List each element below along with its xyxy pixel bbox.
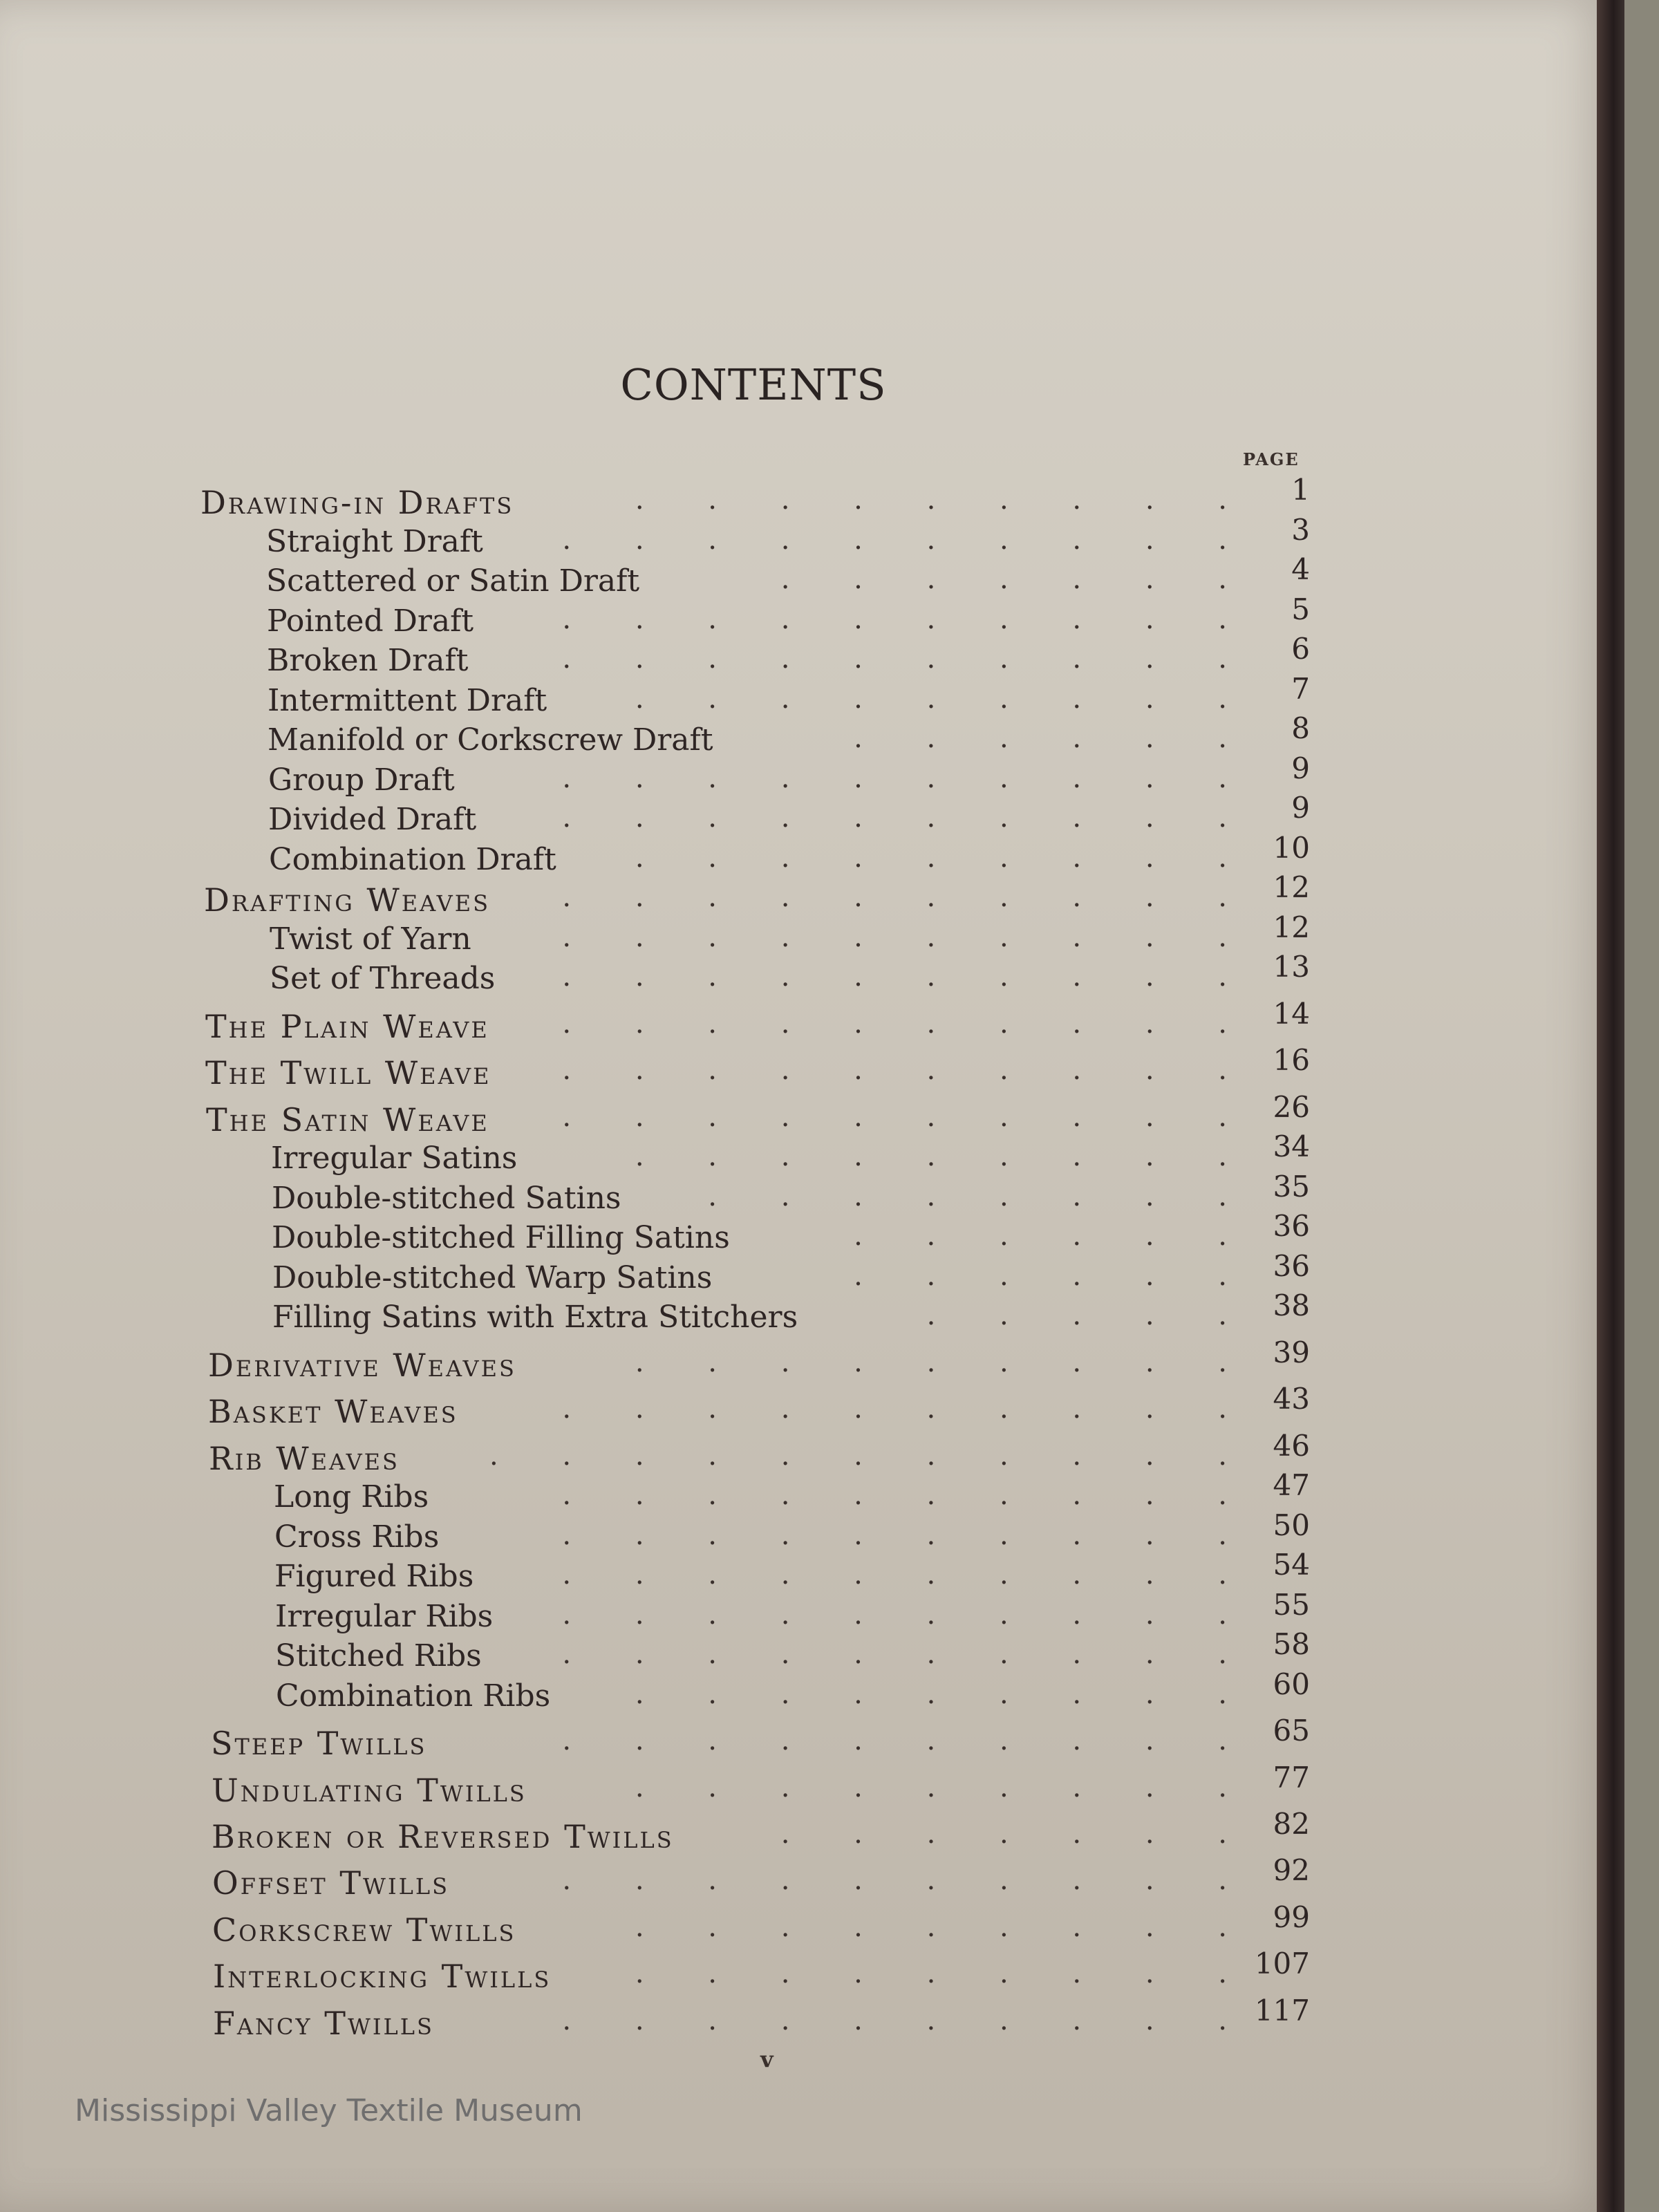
toc-section-title: Steep Twills [211, 1725, 427, 1762]
toc-page-number: 9 [1291, 751, 1310, 785]
toc-subsection-title: Straight Draft [266, 524, 483, 559]
toc-subsection-title: Figured Ribs [274, 1559, 474, 1594]
toc-entry [267, 592, 1310, 642]
leader-dots: . . . . . . . . . [635, 1772, 1227, 1803]
toc-page-number: 117 [1254, 1994, 1310, 2027]
leader-dots: . . . . . . . . . [635, 1141, 1227, 1172]
toc-entry [274, 1468, 1310, 1518]
toc-section-title: The Twill Weave [205, 1054, 491, 1091]
leader-dots: . . . . . . . . . . [562, 921, 1227, 953]
toc-page-number: 36 [1273, 1249, 1310, 1283]
toc-subsection-title: Filling Satins with Extra Stitchers [272, 1300, 798, 1335]
toc-entry [209, 1429, 1310, 1479]
toc-entry [266, 552, 1310, 602]
toc-entry [275, 1627, 1310, 1677]
toc-entry [208, 1382, 1310, 1432]
toc-subsection-title: Stitched Ribs [275, 1638, 482, 1674]
toc-page-number: 107 [1254, 1947, 1310, 1980]
toc-page-number: 99 [1273, 1900, 1310, 1934]
toc-entry [205, 1043, 1310, 1093]
toc-page-number: 4 [1291, 552, 1310, 586]
toc-section-title: Drafting Weaves [204, 881, 491, 919]
toc-subsection-title: Intermittent Draft [268, 683, 547, 718]
toc-subsection-title: Irregular Ribs [275, 1599, 494, 1634]
toc-subsection-title: Manifold or Corkscrew Draft [268, 722, 713, 758]
toc-section-title: Undulating Twills [212, 1772, 527, 1809]
toc-page-number: 65 [1273, 1714, 1310, 1747]
toc-entry [266, 513, 1310, 563]
toc-page-number: 36 [1273, 1209, 1310, 1243]
leader-dots: . . . . . . . . . [635, 1347, 1227, 1378]
toc-section-title: Basket Weaves [208, 1393, 458, 1430]
toc-entry [208, 1335, 1310, 1385]
background-cloth [1624, 0, 1659, 2212]
toc-entry [272, 1249, 1310, 1299]
toc-page-number: 16 [1273, 1043, 1310, 1077]
toc-subsection-title: Set of Threads [270, 961, 496, 996]
toc-section-title: The Plain Weave [205, 1008, 489, 1045]
leader-dots: . . . . . . . . . . [562, 1008, 1227, 1040]
leader-dots: . . . . . . [854, 1260, 1227, 1292]
toc-subsection-title: Pointed Draft [267, 603, 474, 639]
toc-entry [274, 1508, 1310, 1558]
leader-dots: . . . . . . . . . . [562, 643, 1227, 675]
toc-entry [274, 1548, 1310, 1597]
toc-entry [268, 751, 1310, 801]
page-column-header: PAGE [1243, 449, 1300, 469]
toc-page-number: 92 [1273, 1853, 1310, 1887]
toc-subsection-title: Divided Draft [268, 802, 477, 837]
leader-dots: . . . . . . . . . . [562, 1559, 1227, 1591]
toc-page-number: 60 [1273, 1667, 1310, 1701]
toc-entry [272, 1170, 1310, 1219]
toc-page-number: 9 [1291, 791, 1310, 825]
toc-page-number: 12 [1273, 910, 1310, 944]
toc-section-title: Derivative Weaves [208, 1347, 516, 1384]
toc-page-number: 5 [1291, 592, 1310, 626]
leader-dots: . . . . . . . . . [635, 484, 1227, 516]
toc-page-number: 46 [1273, 1429, 1310, 1463]
leader-dots: . . . . . . . . . . [562, 2005, 1227, 2036]
toc-section-title: Broken or Reversed Twills [212, 1818, 674, 1855]
toc-section-title: The Satin Weave [206, 1101, 489, 1138]
leader-dots: . . . . . . . . . [635, 1958, 1227, 1989]
toc-page-number: 43 [1273, 1382, 1310, 1416]
toc-subsection-title: Cross Ribs [274, 1519, 440, 1555]
toc-section-title: Interlocking Twills [213, 1958, 552, 1995]
toc-page-number: 58 [1273, 1627, 1310, 1661]
leader-dots: . . . . . . . . . . [562, 1101, 1227, 1133]
toc-entry [268, 711, 1310, 761]
toc-section-title: Corkscrew Twills [212, 1911, 516, 1949]
toc-page-number: 34 [1273, 1130, 1310, 1163]
toc-page-number: 7 [1291, 672, 1310, 706]
toc-page-number: 50 [1273, 1508, 1310, 1542]
leader-dots: . . . . . . . . . . [562, 603, 1227, 635]
leader-dots: . . . . . . . . . . [562, 881, 1227, 913]
toc-page-number: 55 [1273, 1588, 1310, 1622]
leader-dots: . . . . . . [854, 1220, 1227, 1252]
book-spine [1597, 0, 1624, 2212]
toc-section-title: Offset Twills [212, 1864, 449, 1902]
leader-dots: . . . . . . . . . . [562, 1599, 1227, 1631]
toc-entry [205, 997, 1310, 1047]
toc-subsection-title: Broken Draft [267, 643, 469, 678]
toc-entry [275, 1588, 1310, 1638]
toc-entry [271, 1130, 1310, 1179]
toc-page-number: 6 [1291, 632, 1310, 666]
page-title: CONTENTS [620, 359, 887, 410]
leader-dots: . . . . . . . . . [635, 1911, 1227, 1943]
leader-dots: . . . . . . . . . . [562, 1725, 1227, 1756]
toc-subsection-title: Combination Draft [269, 842, 556, 877]
toc-subsection-title: Double-stitched Filling Satins [272, 1220, 730, 1255]
leader-dots: . . . . . . . [780, 563, 1227, 595]
leader-dots: . . . . . . . . . [635, 842, 1227, 874]
toc-entry [211, 1714, 1310, 1763]
leader-dots: . . . . . . . . . [635, 683, 1227, 715]
leader-dots: . . . . . . . . . . . [489, 1440, 1227, 1472]
leader-dots: . . . . . . . . . . [562, 524, 1227, 556]
toc-entry [272, 1209, 1310, 1259]
museum-watermark: Mississippi Valley Textile Museum [75, 2093, 583, 2128]
toc-entry [270, 910, 1310, 960]
toc-entry [204, 870, 1310, 920]
leader-dots: . . . . . . . . . . [562, 1638, 1227, 1670]
leader-dots: . . . . . . . . . . [562, 762, 1227, 794]
toc-subsection-title: Double-stitched Satins [272, 1181, 621, 1216]
toc-subsection-title: Combination Ribs [276, 1678, 551, 1714]
toc-entry [268, 672, 1310, 722]
leader-dots: . . . . . . [854, 722, 1227, 754]
toc-page-number: 77 [1273, 1761, 1310, 1794]
toc-entry [200, 473, 1310, 523]
toc-entry [213, 1947, 1310, 1996]
toc-page-number: 3 [1291, 513, 1310, 547]
leader-dots: . . . . . . . . [708, 1181, 1227, 1212]
toc-entry [212, 1807, 1310, 1857]
toc-entry [267, 632, 1310, 682]
leader-dots: . . . . . . . . . . [562, 961, 1227, 993]
toc-page-number: 54 [1273, 1548, 1310, 1582]
toc-subsection-title: Scattered or Satin Draft [266, 563, 640, 599]
toc-page-number: 13 [1273, 950, 1310, 984]
leader-dots: . . . . . . . . . . [562, 1393, 1227, 1425]
toc-subsection-title: Group Draft [268, 762, 455, 798]
toc-page-number: 8 [1291, 711, 1310, 745]
leader-dots: . . . . . . . . . [635, 1678, 1227, 1710]
toc-page-number: 12 [1273, 870, 1310, 904]
toc-page-number: 1 [1291, 473, 1310, 507]
toc-entry [270, 950, 1310, 1000]
leader-dots: . . . . . . . . . . [562, 1864, 1227, 1896]
toc-entry [212, 1761, 1310, 1810]
toc-entry [269, 831, 1310, 881]
page-number: v [760, 2046, 774, 2072]
toc-page-number: 39 [1273, 1335, 1310, 1369]
toc-entry [213, 1994, 1310, 2043]
toc-entry [272, 1288, 1310, 1338]
toc-entry [268, 791, 1310, 841]
toc-entry [212, 1900, 1310, 1950]
toc-entry [276, 1667, 1310, 1717]
toc-subsection-title: Long Ribs [274, 1479, 429, 1515]
leader-dots: . . . . . . . [780, 1818, 1227, 1850]
toc-section-title: Rib Weaves [209, 1440, 400, 1477]
toc-page-number: 47 [1273, 1468, 1310, 1502]
leader-dots: . . . . . [926, 1300, 1227, 1331]
toc-entry [212, 1853, 1310, 1903]
toc-page-number: 35 [1273, 1170, 1310, 1203]
leader-dots: . . . . . . . . . . [562, 1519, 1227, 1551]
toc-page-number: 38 [1273, 1288, 1310, 1322]
toc-section-title: Drawing-in Drafts [200, 484, 514, 521]
toc-subsection-title: Irregular Satins [271, 1141, 518, 1176]
toc-section-title: Fancy Twills [213, 2005, 434, 2042]
toc-page-number: 26 [1273, 1090, 1310, 1124]
leader-dots: . . . . . . . . . . [562, 1479, 1227, 1511]
leader-dots: . . . . . . . . . . [562, 802, 1227, 834]
leader-dots: . . . . . . . . . . [562, 1054, 1227, 1086]
toc-page-number: 10 [1273, 831, 1310, 865]
toc-page-number: 82 [1273, 1807, 1310, 1841]
toc-page-number: 14 [1273, 997, 1310, 1031]
toc-subsection-title: Double-stitched Warp Satins [272, 1260, 713, 1295]
toc-subsection-title: Twist of Yarn [270, 921, 471, 957]
toc-entry [206, 1090, 1310, 1140]
